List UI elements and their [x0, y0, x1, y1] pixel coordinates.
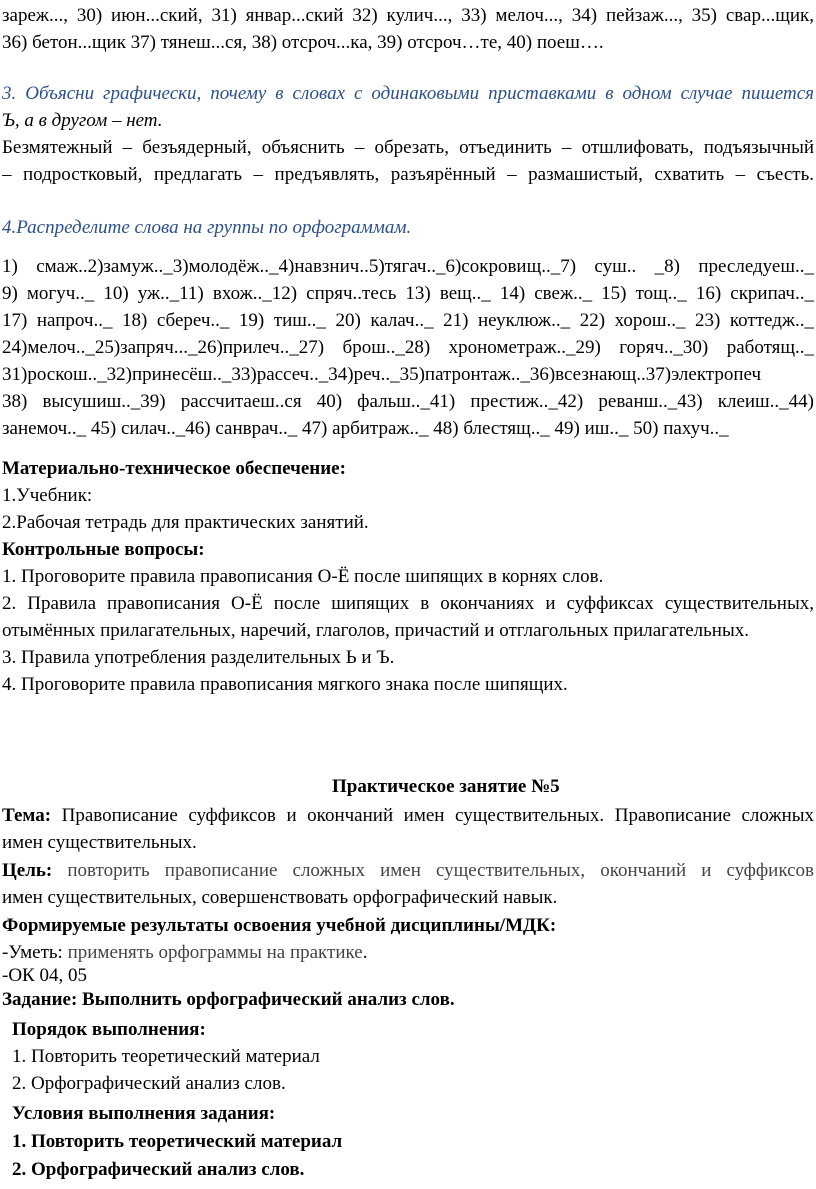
topic-text: имен существительных.: [2, 832, 197, 853]
questions-section: [2, 536, 814, 698]
list-item: 4. Проговорите правила правописания мягкого знака после шипящих.: [2, 674, 568, 695]
conditions-section: [2, 1100, 816, 1184]
skill-end: .: [362, 942, 368, 963]
task3-heading: [2, 80, 814, 134]
list-item: 1. Повторить теоретический материал: [12, 1131, 343, 1152]
task-heading-line: Ъ, а в другом – нет.: [2, 110, 163, 131]
lesson-topic: [2, 802, 814, 856]
text-line: 36) бетон...щик 37) тянеш...ся, 38) отсроч...ка, 39) отсроч…те, 40) поеш….: [2, 32, 604, 53]
lesson-title-block: [2, 773, 814, 800]
list-item: 2. Правила правописания О-Ё после шипящих в окончаниях и суффиксах существительных,: [2, 593, 814, 614]
text-line: – подростковый, предлагать – предъявлять, разъярённый – размашистый, схватить – съесть.: [2, 164, 814, 185]
task-heading-line: 4.Распределите слова на группы по орфограммам.: [2, 217, 412, 238]
task4-words: [2, 253, 814, 442]
text-line: 1) смаж..2)замуж.._3)молодёж.._4)навзнич..5)тягач.._6)сокровищ.._7) суш.. _8) преследуеш.._: [2, 256, 814, 277]
text-line: зареж..., 30) июн...ский, 31) январ...ский 32) кулич..., 33) мелоч..., 34) пейзаж..., 35) свар...щик,: [2, 5, 814, 26]
section-heading: Порядок выполнения:: [12, 1019, 206, 1040]
list-item: 1. Проговорите правила правописания О-Ё после шипящих в корнях слов.: [2, 566, 604, 587]
topic-label: Тема:: [2, 805, 52, 826]
lesson-goal: [2, 857, 814, 911]
text-line: занемоч.._ 45) силач.._46) санврач.._ 47) арбитраж.._ 48) блестящ.._ 49) иш.._ 50) пахуч.._: [2, 418, 729, 439]
text-line: Безмятежный – безъядерный, объяснить – обрезать, отъединить – отшлифовать, подъязычный: [2, 137, 814, 158]
skill-text: орфограммы на практике: [158, 942, 363, 963]
results-heading: Формируемые результаты освоения учебной дисциплины/МДК:: [2, 915, 557, 936]
list-item: 2. Орфографический анализ слов.: [12, 1159, 305, 1180]
section-heading: Условия выполнения задания:: [12, 1103, 276, 1124]
text-line: 9) могуч.._ 10) уж.._11) вхож.._12) спряч..тесь 13) вещ.._ 14) свеж.._ 15) тощ.._ 16) скрипач.._: [2, 283, 814, 304]
materials-section: [2, 455, 814, 536]
list-item: отымённых прилагательных, наречий, глаголов, причастий и отглагольных прилагательных.: [2, 620, 749, 641]
skill-text: применять: [67, 942, 154, 963]
task-statement: Задание: Выполнить орфографический анализ слов.: [2, 989, 455, 1010]
task3-words: [2, 134, 814, 188]
lesson-ok: [2, 964, 814, 1012]
ok-codes: -ОК 04, 05: [2, 965, 87, 986]
task-heading-line: 3. Объясни графически, почему в словах с одинаковыми приставками в одном случае пишется: [2, 83, 814, 104]
text-line: 38) высушиш.._39) рассчитаеш..ся 40) фальш.._41) престиж.._42) реванш.._43) клеиш.._44): [2, 391, 814, 412]
list-item: 3. Правила употребления разделительных Ь и Ъ.: [2, 647, 395, 668]
task4-heading: [2, 214, 814, 241]
lesson-results: [2, 912, 814, 966]
text-line: 31)роскош.._32)принесёш.._33)рассеч.._34)реч.._35)патронтаж.._36)всезнающ..37)электропеч: [2, 364, 762, 385]
list-item: 1.Учебник:: [2, 485, 93, 506]
order-section: [2, 1016, 816, 1097]
skill-label: -Уметь:: [2, 942, 63, 963]
goal-text: имен существительных, совершенствовать орфографический навык.: [2, 887, 558, 908]
lesson-title: Практическое занятие №5: [332, 776, 560, 797]
text-line: 17) напроч.._ 18) сбереч.._ 19) тиш.._ 20) калач.._ 21) неуклюж.._ 22) хорош.._ 23) коттедж.._: [2, 310, 814, 331]
section-heading: Материально-техническое обеспечение:: [2, 458, 346, 479]
goal-text: повторить правописание сложных имен существительных, окончаний и суффиксов: [67, 860, 814, 881]
words-list-tail: [2, 2, 814, 56]
list-item: 2. Орфографический анализ слов.: [12, 1073, 286, 1094]
topic-text: Правописание суффиксов и окончаний имен существительных. Правописание сложных: [61, 805, 814, 826]
text-line: 24)мелоч.._25)запряч..._26)прилеч.._27) брош.._28) хронометраж.._29) горяч.._30) работящ.._: [2, 337, 814, 358]
list-item: 1. Повторить теоретический материал: [12, 1046, 320, 1067]
goal-label: Цель:: [2, 860, 53, 881]
section-heading: Контрольные вопросы:: [2, 539, 205, 560]
list-item: 2.Рабочая тетрадь для практических занятий.: [2, 512, 369, 533]
